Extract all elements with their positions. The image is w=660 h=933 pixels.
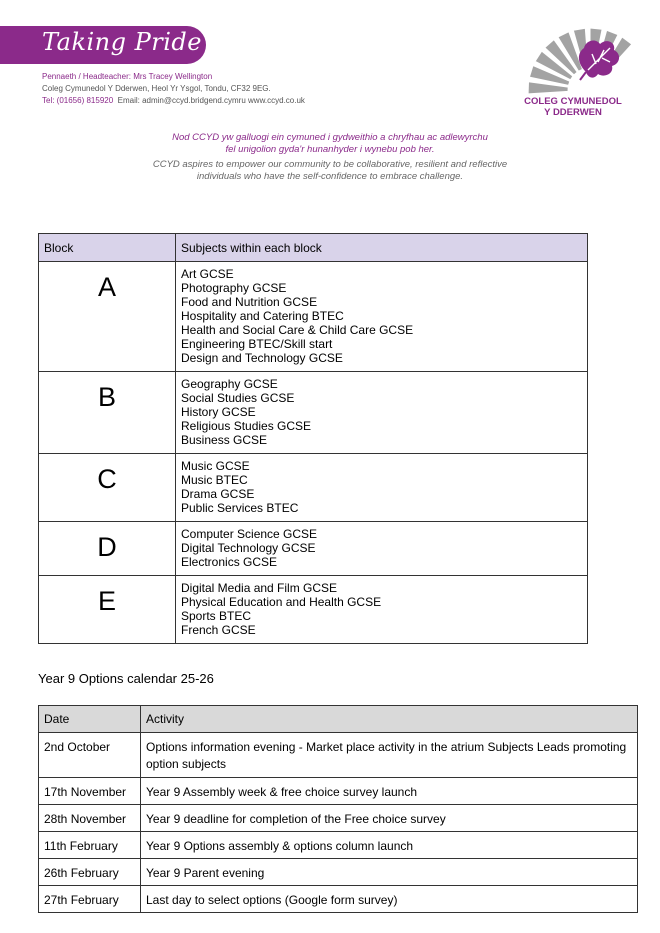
calendar-date: 28th November <box>39 805 141 832</box>
subject-item: History GCSE <box>181 405 256 419</box>
school-email-website: Email: admin@ccyd.bridgend.cymru www.ccyd.co.uk <box>117 96 305 105</box>
calendar-activity: Year 9 Assembly week & free choice survey launch <box>141 778 638 805</box>
subject-item: Health and Social Care & Child Care GCSE <box>181 323 414 337</box>
table-row <box>39 733 638 778</box>
motto-english-line2: individuals who have the self-confidence to embrace challenge. <box>196 171 464 182</box>
column-header-subjects: Subjects within each block <box>176 234 588 262</box>
block-subjects-cell <box>176 262 588 372</box>
calendar-date: 2nd October <box>39 733 141 778</box>
subject-item: Drama GCSE <box>181 487 255 501</box>
subject-item: Art GCSE <box>181 267 234 281</box>
block-letter: E <box>39 576 176 644</box>
table-row <box>39 372 588 454</box>
block-letter: C <box>39 454 176 522</box>
table-row <box>39 262 588 372</box>
options-calendar-table <box>38 705 638 913</box>
oak-leaf-logo-icon <box>512 20 634 96</box>
block-subjects-cell <box>176 576 588 644</box>
calendar-activity: Year 9 Parent evening <box>141 859 638 886</box>
subject-item: French GCSE <box>181 623 256 637</box>
subject-item: Social Studies GCSE <box>181 391 295 405</box>
subject-item: Music GCSE <box>181 459 250 473</box>
subject-item: Digital Technology GCSE <box>181 541 316 555</box>
column-header-block: Block <box>39 234 176 262</box>
subject-item: Geography GCSE <box>181 377 278 391</box>
calendar-date: 26th February <box>39 859 141 886</box>
column-header-date: Date <box>39 706 141 733</box>
subject-item: Design and Technology GCSE <box>181 351 343 365</box>
banner-title: Taking Pride <box>42 28 202 56</box>
table-row <box>39 576 588 644</box>
table-header-row <box>39 706 638 733</box>
motto-english <box>90 159 570 183</box>
block-letter: A <box>39 262 176 372</box>
subject-item: Photography GCSE <box>181 281 287 295</box>
block-subjects-cell <box>176 372 588 454</box>
table-row <box>39 886 638 913</box>
subject-item: Hospitality and Catering BTEC <box>181 309 344 323</box>
table-row <box>39 805 638 832</box>
subject-item: Physical Education and Health GCSE <box>181 595 382 609</box>
block-letter: D <box>39 522 176 576</box>
table-header-row <box>39 234 588 262</box>
logo-wordmark <box>512 96 634 118</box>
table-row <box>39 522 588 576</box>
header-banner <box>0 26 206 64</box>
subject-item: Food and Nutrition GCSE <box>181 295 318 309</box>
calendar-activity: Year 9 deadline for completion of the Free choice survey <box>141 805 638 832</box>
school-address: Coleg Cymunedol Y Dderwen, Heol Yr Ysgol, Tondu, CF32 9EG. <box>42 84 271 93</box>
headteacher-name: Mrs Tracey Wellington <box>133 72 213 81</box>
subject-item: Digital Media and Film GCSE <box>181 581 338 595</box>
calendar-title: Year 9 Options calendar 25-26 <box>38 671 214 686</box>
motto-welsh <box>90 132 570 156</box>
option-blocks-table <box>38 233 588 644</box>
logo-wordmark-line2: Y DDERWEN <box>544 107 602 118</box>
table-row <box>39 454 588 522</box>
subject-item: Public Services BTEC <box>181 501 299 515</box>
block-letter: B <box>39 372 176 454</box>
calendar-date: 17th November <box>39 778 141 805</box>
calendar-activity: Year 9 Options assembly & options column launch <box>141 832 638 859</box>
motto-welsh-line2: fel unigolion gyda'r hunanhyder i wynebu pob her. <box>225 144 435 155</box>
table-row <box>39 778 638 805</box>
calendar-activity: Options information evening - Market place activity in the atrium Subjects Leads promoting option subjects <box>141 733 638 778</box>
motto-english-line1: CCYD aspires to empower our community to be collaborative, resilient and reflective <box>152 159 508 170</box>
subject-item: Engineering BTEC/Skill start <box>181 337 333 351</box>
subject-item: Electronics GCSE <box>181 555 278 569</box>
calendar-date: 27th February <box>39 886 141 913</box>
table-row <box>39 859 638 886</box>
calendar-activity: Last day to select options (Google form survey) <box>141 886 638 913</box>
subject-item: Religious Studies GCSE <box>181 419 312 433</box>
column-header-activity: Activity <box>141 706 638 733</box>
block-subjects-cell <box>176 454 588 522</box>
subject-item: Computer Science GCSE <box>181 527 318 541</box>
block-subjects-cell <box>176 522 588 576</box>
subject-item: Business GCSE <box>181 433 268 447</box>
subject-item: Music BTEC <box>181 473 248 487</box>
motto-welsh-line1: Nod CCYD yw galluogi ein cymuned i gydweithio a chryfhau ac adlewyrchu <box>172 132 488 143</box>
options-calendar-body <box>39 733 638 913</box>
table-row <box>39 832 638 859</box>
contact-block <box>42 71 305 107</box>
subject-item: Sports BTEC <box>181 609 252 623</box>
logo-wordmark-line1: COLEG CYMUNEDOL <box>524 96 622 107</box>
school-telephone: Tel: (01656) 815920 <box>42 96 114 105</box>
calendar-date: 11th February <box>39 832 141 859</box>
headteacher-label: Pennaeth / Headteacher: <box>42 72 131 81</box>
option-blocks-body <box>39 262 588 644</box>
